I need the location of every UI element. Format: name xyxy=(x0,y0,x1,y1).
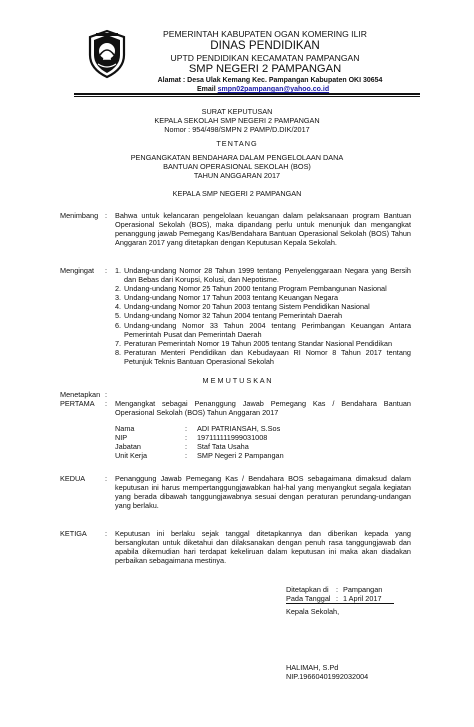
letterhead-government: PEMERINTAH KABUPATEN OGAN KOMERING ILIR xyxy=(163,29,367,39)
letterhead-email-row xyxy=(197,86,329,93)
tanggal-value: 1 April 2017 xyxy=(343,594,382,603)
signatory-role: Kepala Sekolah, xyxy=(286,607,340,616)
menimbang-label: Menimbang xyxy=(60,211,99,220)
signatory-nip: NIP.19660401992032004 xyxy=(286,672,369,681)
mengingat-item xyxy=(115,348,411,366)
tanggal-label: Pada Tanggal xyxy=(286,594,331,603)
letterhead-agency: DINAS PENDIDIKAN xyxy=(210,39,320,52)
decree-issuer: KEPALA SMP NEGERI 2 PAMPANGAN xyxy=(172,189,302,198)
ketiga-colon: : xyxy=(105,529,108,538)
mengingat-item-text: Undang-undang Nomor 32 Tahun 2004 tentang Pemerintah Daerah xyxy=(124,311,343,321)
mengingat-item-text: Undang-undang Nomor 20 Tahun 2003 tentang Sistem Pendidikan Nasional xyxy=(124,302,370,312)
mengingat-item-text: Undang-undang Nomor 33 Tahun 2004 tentang Perimbangan Keuangan Antara Pemerintah Pusat dan Pemerintah Daerah xyxy=(124,320,411,339)
ditetapkan-value: Pampangan xyxy=(343,585,383,594)
detail-jabatan-colon: : xyxy=(185,442,188,451)
mengingat-item-text: Undang-undang Nomor 25 Tahun 2000 tentang Program Pembangunan Nasional xyxy=(124,284,387,294)
mengingat-item-text: Undang-undang Nomor 17 Tahun 2003 tentang Keuangan Negara xyxy=(124,293,339,303)
mengingat-item xyxy=(115,339,411,348)
mengingat-item xyxy=(115,321,411,339)
detail-unit-key: Unit Kerja xyxy=(115,451,148,460)
menetapkan-label: Menetapkan xyxy=(60,390,101,399)
mengingat-item-number: 7. xyxy=(115,338,122,348)
detail-jabatan-key: Jabatan xyxy=(115,442,141,451)
decree-number: Nomor : 954/498/SMPN 2 PAMP/D.DIK/2017 xyxy=(164,125,310,134)
decree-tentang: TENTANG xyxy=(216,139,258,148)
memutuskan-heading: M E M U T U S K A N xyxy=(202,376,272,385)
mengingat-item-number: 5. xyxy=(115,311,122,321)
mengingat-label: Mengingat xyxy=(60,266,95,275)
ditetapkan-colon: : xyxy=(336,585,339,594)
pertama-colon: : xyxy=(105,399,108,408)
letterhead-address: Alamat : Desa Ulak Kemang Kec. Pampangan Kabupaten OKI 30654 xyxy=(157,77,383,84)
mengingat-item-number: 1. xyxy=(115,266,122,275)
letterhead-divider-thin xyxy=(74,96,420,97)
email-label: Email xyxy=(197,86,216,93)
pertama-text: Mengangkat sebagai Penanggung Jawab Pemegang Kas / Bendahara Bantuan Operasional Sekolah (BOS) Tahun Anggaran 2017 xyxy=(115,399,411,418)
menetapkan-colon: : xyxy=(105,390,108,399)
detail-nama-key: Nama xyxy=(115,424,135,433)
mengingat-item-number: 8. xyxy=(115,347,122,357)
decree-subject-line1: PENGANGKATAN BENDAHARA DALAM PENGELOLAAN DANA xyxy=(130,153,344,162)
detail-nip-key: NIP xyxy=(115,433,128,442)
mengingat-item xyxy=(115,302,411,311)
menimbang-colon: : xyxy=(105,211,108,220)
detail-nama-colon: : xyxy=(185,424,188,433)
ketiga-label: KETIGA xyxy=(60,529,87,538)
decree-issuer-title: KEPALA SEKOLAH SMP NEGERI 2 PAMPANGAN xyxy=(154,116,320,125)
mengingat-item-text: Peraturan Menteri Pendidikan dan Kebudayaan RI Nomor 8 Tahun 2017 tentang Petunjuk Teknis Bantuan Operasional Sekolah xyxy=(124,347,411,366)
mengingat-item-number: 4. xyxy=(115,302,122,312)
pertama-label: PERTAMA xyxy=(60,399,95,408)
mengingat-item-number: 6. xyxy=(115,320,122,330)
detail-nama-value: ADI PATRIANSAH, S.Sos xyxy=(197,424,281,433)
kedua-label: KEDUA xyxy=(60,474,86,483)
detail-unit-colon: : xyxy=(185,451,188,460)
mengingat-item xyxy=(115,293,411,302)
ditetapkan-label: Ditetapkan di xyxy=(286,585,329,594)
mengingat-item xyxy=(115,284,411,293)
email-link[interactable]: smpn02pampangan@yahoo.co.id xyxy=(217,86,330,93)
mengingat-item-number: 2. xyxy=(115,284,122,294)
ketiga-text: Keputusan ini berlaku sejak tanggal ditetapkannya dan diberikan kepada yang bersangkutan untuk diketahui dan dilaksanakan dengan penuh rasa tanggungjawab dan apabila dikemudian hari terdapat kekeliruan dalam keputusan ini maka akan diadakan perbaikan sebagaimana mestinya. xyxy=(115,529,411,566)
kedua-text: Penanggung Jawab Pemegang Kas / Bendahara BOS sebagaimana dimaksud dalam keputusan ini harus mempertanggungjawabkan hal-hal yang menyangkut segala kegiatan yang berada dibawah tanggungjawabnya sesuai dengan peraturan perundang-undangan yang berlaku. xyxy=(115,474,411,511)
letterhead-school: SMP NEGERI 2 PAMPANGAN xyxy=(188,63,342,75)
detail-jabatan-value: Staf Tata Usaha xyxy=(197,442,249,451)
detail-nip-colon: : xyxy=(185,433,188,442)
mengingat-item-text: Undang-undang Nomor 28 Tahun 1999 tentang Penyelenggaraan Negara yang Bersih dan Bebas dari Korupsi, Kolusi, dan Nepotisme. xyxy=(124,266,411,285)
regency-emblem-logo xyxy=(86,29,128,79)
decree-subject-line3: TAHUN ANGGARAN 2017 xyxy=(193,171,281,180)
decree-subject-line2: BANTUAN OPERASIONAL SEKOLAH (BOS) xyxy=(163,162,311,171)
mengingat-item xyxy=(115,266,411,284)
tanggal-colon: : xyxy=(336,594,339,603)
mengingat-list xyxy=(115,266,411,366)
mengingat-item-number: 3. xyxy=(115,293,122,303)
detail-nip-value: 197111111999031008 xyxy=(197,433,268,442)
signature-divider xyxy=(286,603,394,604)
signatory-name: HALIMAH, S.Pd xyxy=(286,663,339,672)
detail-unit-value: SMP Negeri 2 Pampangan xyxy=(197,451,284,460)
letterhead-divider-thick xyxy=(74,93,420,95)
letterhead-uptd: UPTD PENDIDIKAN KECAMATAN PAMPANGAN xyxy=(170,53,360,63)
mengingat-item xyxy=(115,311,411,320)
decree-title: SURAT KEPUTUSAN xyxy=(201,107,273,116)
kedua-colon: : xyxy=(105,474,108,483)
mengingat-colon: : xyxy=(105,266,108,275)
menimbang-text: Bahwa untuk kelancaran pengelolaan keuangan dalam pelaksanaan program Bantuan Operasional Sekolah (BOS), maka dipandang perlu untuk menunjuk dan mengangkat penanggung jawab Pemegang Kas/Bendahara Bantuan Operasional Sekolah (BOS) Tahun Anggaran 2017 yang ditetapkan dengan Keputusan Kepala Sekolah. xyxy=(115,211,411,248)
mengingat-item-text: Peraturan Pemerintah Nomor 19 Tahun 2005 tentang Standar Nasional Pendidikan xyxy=(124,338,392,348)
